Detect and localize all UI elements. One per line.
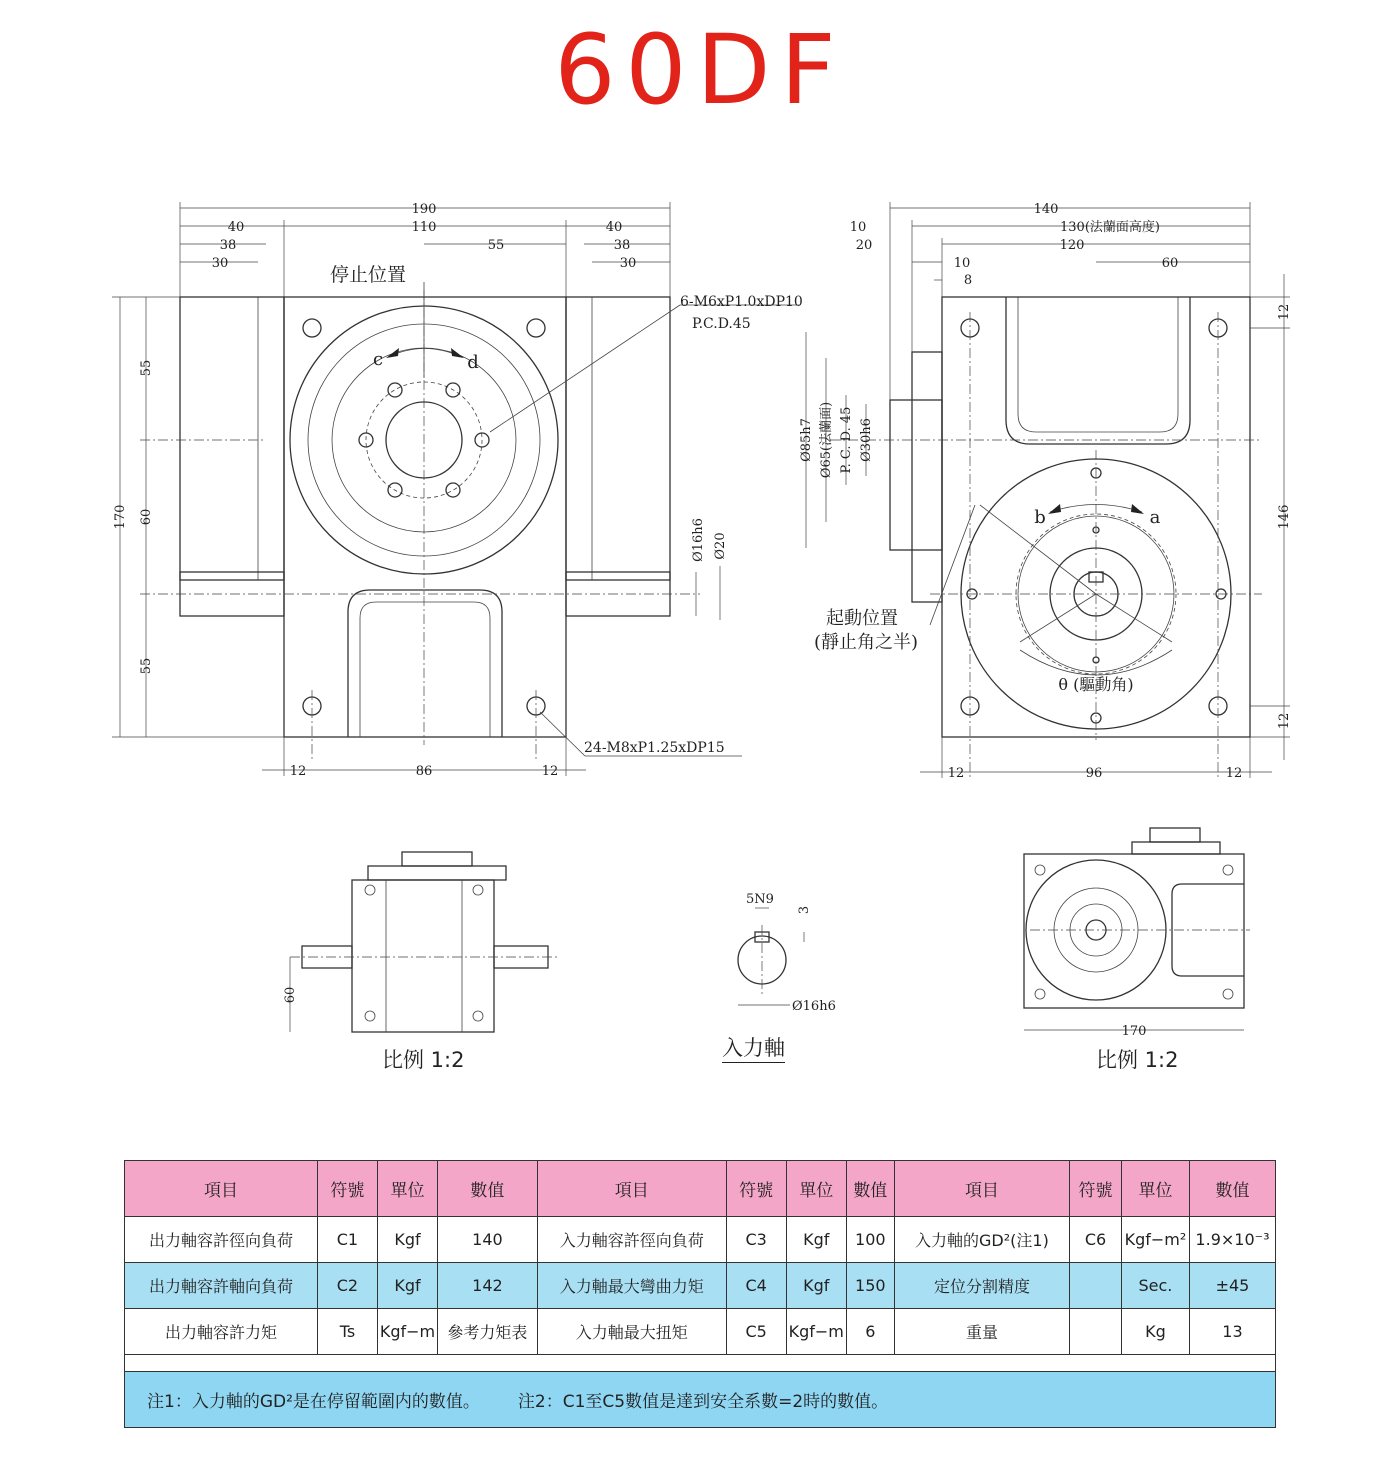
dim-text: 30: [211, 256, 229, 271]
dim-text: 120: [1059, 238, 1085, 253]
dim-text: 10: [953, 256, 971, 271]
table-cell: 出力軸容許徑向負荷: [125, 1217, 318, 1263]
table-cell: 定位分割精度: [894, 1263, 1069, 1309]
dim-text: 12: [947, 766, 965, 781]
table-note-row: [125, 1372, 1276, 1428]
table-row: [125, 1309, 1276, 1355]
dim-text: 5N9: [746, 892, 774, 907]
dim-text: 60: [283, 986, 298, 1004]
dim-text: 140: [1033, 202, 1059, 217]
table-cell: 140: [438, 1217, 538, 1263]
table-row: [125, 1263, 1276, 1309]
table-header: 符號: [318, 1161, 378, 1217]
table-cell: 參考力矩表: [438, 1309, 538, 1355]
dim-text: 110: [411, 220, 437, 235]
dim-text: 60: [1161, 256, 1179, 271]
table-cell: C1: [318, 1217, 378, 1263]
table-cell: Ts: [318, 1309, 378, 1355]
table-header: 單位: [1121, 1161, 1189, 1217]
table-spacer-row: [125, 1355, 1276, 1372]
dim-text: Ø30h6: [859, 418, 874, 462]
table-cell: 入力軸最大彎曲力矩: [537, 1263, 726, 1309]
table-cell: ±45: [1189, 1263, 1275, 1309]
callout-text: P.C.D.45: [692, 316, 751, 332]
dim-text: 170: [113, 504, 128, 530]
dim-text: 30: [619, 256, 637, 271]
dim-text: 55: [139, 657, 154, 675]
dim-text: 170: [1121, 1024, 1147, 1039]
dim-text: Ø16h6: [691, 518, 706, 562]
dim-text: Ø65(法蘭面): [819, 401, 834, 479]
page-title: 60DF: [554, 14, 846, 126]
side-view: [799, 202, 1292, 781]
dim-text: 12: [541, 764, 559, 779]
dim-text: 86: [415, 764, 433, 779]
table-cell: Kgf: [786, 1217, 846, 1263]
start-position-label: (靜止角之半): [813, 632, 919, 653]
dim-text: Ø85h7: [799, 418, 814, 462]
dim-text: 38: [613, 238, 631, 253]
table-header: 數值: [1189, 1161, 1275, 1217]
table-cell: Kgf−m²: [1121, 1217, 1189, 1263]
callout-text: 24-M8xP1.25xDP15: [584, 740, 725, 756]
table-cell: Kgf: [377, 1217, 437, 1263]
table-cell: Kgf−m: [377, 1309, 437, 1355]
table-cell: 入力軸容許徑向負荷: [537, 1217, 726, 1263]
table-cell: C2: [318, 1263, 378, 1309]
table-header: 數值: [438, 1161, 538, 1217]
table-header: 項目: [894, 1161, 1069, 1217]
table-header: 單位: [377, 1161, 437, 1217]
table-cell: 入力軸最大扭矩: [537, 1309, 726, 1355]
table-cell: [1070, 1309, 1122, 1355]
table-cell: 6: [846, 1309, 894, 1355]
dim-text: 60: [139, 508, 154, 526]
table-cell: [1070, 1263, 1122, 1309]
dim-text: 38: [219, 238, 237, 253]
table-header: 項目: [125, 1161, 318, 1217]
table-header: 符號: [1070, 1161, 1122, 1217]
scale-caption-left: 比例 1:2: [382, 1048, 465, 1072]
note-1: 注1：入力軸的GD²是在停留範圍内的數值。: [147, 1392, 480, 1412]
dim-text: 12: [289, 764, 307, 779]
dim-text: 3: [797, 905, 812, 915]
rotation-label-a: a: [1149, 507, 1161, 528]
small-right-view: [1024, 828, 1250, 1039]
front-view: [112, 202, 803, 779]
table-cell: Kgf: [786, 1263, 846, 1309]
table-cell: 出力軸容許力矩: [125, 1309, 318, 1355]
dim-text: Ø20: [713, 532, 728, 560]
dim-text: 8: [963, 273, 973, 288]
scale-caption-right: 比例 1:2: [1096, 1048, 1179, 1072]
table-cell: 13: [1189, 1309, 1275, 1355]
callout-text: 6-M6xP1.0xDP10: [680, 294, 803, 310]
dim-text: 12: [1277, 712, 1292, 730]
dim-text: 10: [849, 220, 867, 235]
table-cell: C4: [726, 1263, 786, 1309]
table-header: 項目: [537, 1161, 726, 1217]
dim-text: 12: [1225, 766, 1243, 781]
table-cell: 1.9×10⁻³: [1189, 1217, 1275, 1263]
dim-text: 96: [1085, 766, 1103, 781]
dim-text: 20: [855, 238, 873, 253]
table-cell: 100: [846, 1217, 894, 1263]
dim-text: 55: [487, 238, 505, 253]
rotation-label-d: d: [467, 352, 479, 373]
table-cell: 重量: [894, 1309, 1069, 1355]
dim-text: 40: [605, 220, 623, 235]
table-cell: 150: [846, 1263, 894, 1309]
note-2: 注2：C1至C5數值是達到安全系數=2時的數值。: [517, 1392, 889, 1412]
table-cell: 出力軸容許軸向負荷: [125, 1263, 318, 1309]
dim-text: 12: [1277, 303, 1292, 321]
start-position-label: 起動位置: [826, 608, 898, 629]
table-header-row: [125, 1161, 1276, 1217]
small-left-view: [283, 852, 560, 1032]
table-cell: C3: [726, 1217, 786, 1263]
input-shaft-caption: 入力軸: [722, 1032, 785, 1063]
table-cell: Kgf: [377, 1263, 437, 1309]
table-cell: C5: [726, 1309, 786, 1355]
dim-text: 40: [227, 220, 245, 235]
table-header: 數值: [846, 1161, 894, 1217]
table-cell: Kg: [1121, 1309, 1189, 1355]
rotation-label-b: b: [1034, 507, 1046, 528]
rotation-label-c: c: [372, 349, 384, 370]
dim-text: Ø16h6: [792, 999, 836, 1014]
table-cell: Kgf−m: [786, 1309, 846, 1355]
table-row: [125, 1217, 1276, 1263]
dim-text: 130(法蘭面高度): [1060, 220, 1160, 235]
dim-text: 190: [411, 202, 437, 217]
table-cell: 142: [438, 1263, 538, 1309]
table-cell: 入力軸的GD²(注1): [894, 1217, 1069, 1263]
spec-table: [124, 1160, 1276, 1428]
dim-text: 146: [1277, 504, 1292, 530]
drive-angle-label: θ (驅動角): [1058, 675, 1134, 694]
table-cell: Sec.: [1121, 1263, 1189, 1309]
table-cell: C6: [1070, 1217, 1122, 1263]
shaft-detail: [738, 892, 836, 1014]
dim-text: 55: [139, 359, 154, 377]
table-notes: [125, 1372, 1276, 1428]
table-header: 符號: [726, 1161, 786, 1217]
table-header: 單位: [786, 1161, 846, 1217]
stop-position-label: 停止位置: [329, 264, 407, 286]
dim-text: P. C. D. 45: [839, 406, 854, 474]
